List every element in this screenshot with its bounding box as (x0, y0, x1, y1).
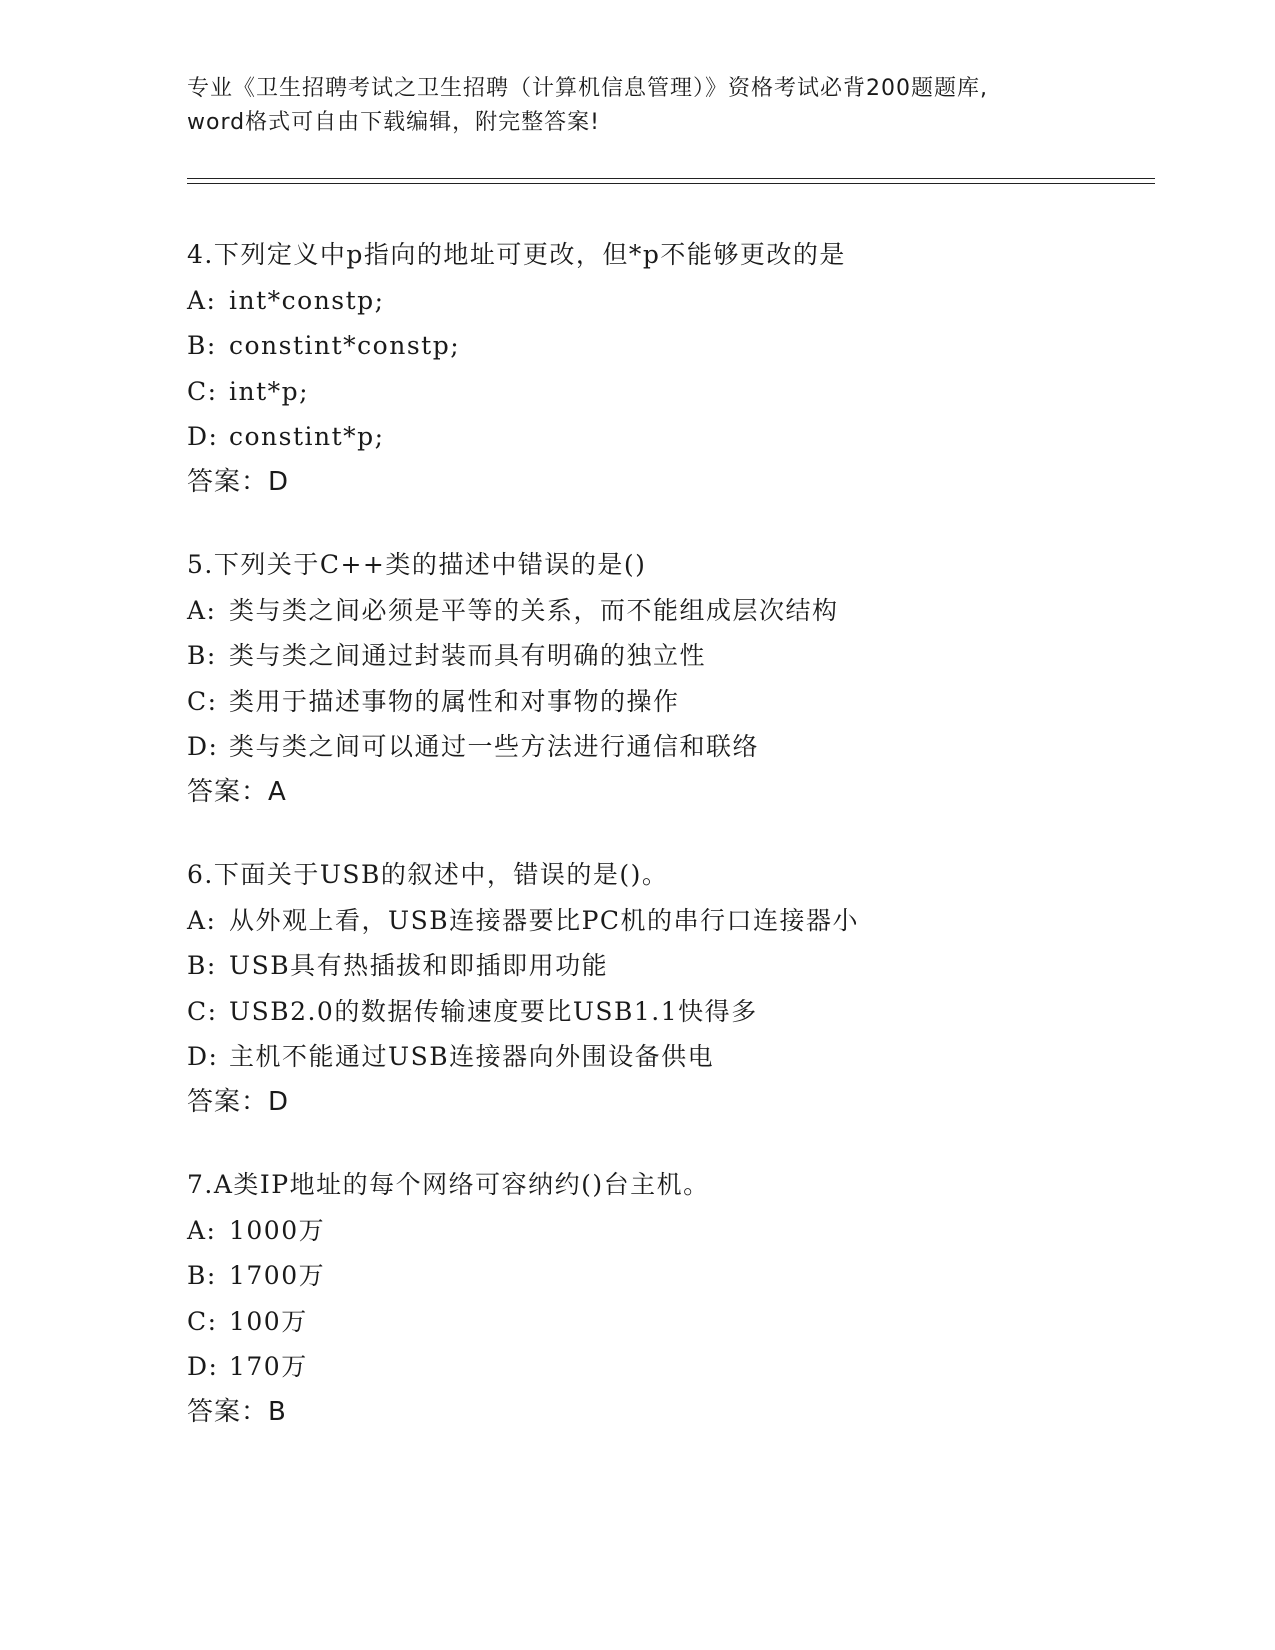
option-text: USB具有热插拔和即插即用功能 (229, 951, 609, 980)
option-a (187, 588, 1147, 634)
question-list (187, 232, 1147, 1472)
option-text: 类与类之间可以通过一些方法进行通信和联络 (229, 732, 760, 761)
option-text: USB2.0的数据传输速度要比USB1.1快得多 (229, 996, 758, 1026)
option-text: constint*p; (229, 422, 385, 451)
option-b (187, 943, 1147, 989)
option-text: int*constp; (229, 285, 385, 315)
question-stem: 4.下列定义中p指向的地址可更改，但*p不能够更改的是 (187, 240, 846, 269)
option-letter: D: (187, 1352, 219, 1381)
option-text: 类用于描述事物的属性和对事物的操作 (229, 686, 680, 716)
option-b (187, 323, 1147, 369)
option-text: 类与类之间通过封装而具有明确的独立性 (229, 641, 707, 670)
option-letter: A: (187, 595, 217, 625)
option-text: 从外观上看，USB连接器要比PC机的串行口连接器小 (229, 905, 860, 935)
answer-line: 答案：D (187, 466, 290, 497)
header-line-1: 专业《卫生招聘考试之卫生招聘（计算机信息管理）》资格考试必背200题题库, (187, 76, 988, 101)
option-letter: A: (187, 285, 217, 315)
question-7 (187, 1162, 1147, 1435)
option-d (187, 724, 1147, 770)
option-text: 类与类之间必须是平等的关系，而不能组成层次结构 (229, 595, 839, 625)
option-b (187, 633, 1147, 679)
option-d (187, 414, 1147, 460)
answer-line: 答案：A (187, 776, 287, 807)
option-letter: D: (187, 422, 219, 451)
option-text: constint*constp; (229, 331, 461, 360)
option-letter: C: (187, 1306, 218, 1336)
header-divider-bottom (187, 183, 1155, 184)
question-stem: 5.下列关于C++类的描述中错误的是() (187, 550, 647, 579)
option-letter: B: (187, 331, 217, 360)
option-c (187, 369, 1147, 415)
option-text: 1700万 (229, 1261, 326, 1290)
option-c (187, 679, 1147, 725)
option-b (187, 1253, 1147, 1299)
option-text: 主机不能通过USB连接器向外围设备供电 (229, 1042, 715, 1071)
question-4 (187, 232, 1147, 505)
option-text: int*p; (229, 376, 310, 406)
option-letter: D: (187, 732, 219, 761)
option-letter: D: (187, 1042, 219, 1071)
answer-line: 答案：B (187, 1396, 287, 1427)
option-letter: C: (187, 996, 218, 1026)
question-6 (187, 852, 1147, 1125)
option-letter: A: (187, 905, 217, 935)
option-letter: B: (187, 1261, 217, 1290)
question-stem: 6.下面关于USB的叙述中，错误的是()。 (187, 860, 669, 889)
header-line-2: word格式可自由下载编辑，附完整答案! (187, 110, 600, 135)
option-d (187, 1034, 1147, 1080)
option-c (187, 989, 1147, 1035)
answer-line: 答案：D (187, 1086, 290, 1117)
option-letter: A: (187, 1215, 217, 1245)
option-text: 170万 (229, 1352, 308, 1381)
option-letter: C: (187, 376, 218, 406)
option-letter: B: (187, 641, 217, 670)
header-divider-top (187, 178, 1155, 179)
option-letter: C: (187, 686, 218, 716)
question-5 (187, 542, 1147, 815)
option-text: 100万 (229, 1306, 308, 1336)
option-a (187, 1208, 1147, 1254)
question-stem: 7.A类IP地址的每个网络可容纳约()台主机。 (187, 1170, 710, 1199)
document-header (187, 72, 1087, 140)
option-d (187, 1344, 1147, 1390)
option-letter: B: (187, 951, 217, 980)
option-c (187, 1299, 1147, 1345)
option-text: 1000万 (229, 1215, 326, 1245)
option-a (187, 898, 1147, 944)
option-a (187, 278, 1147, 324)
